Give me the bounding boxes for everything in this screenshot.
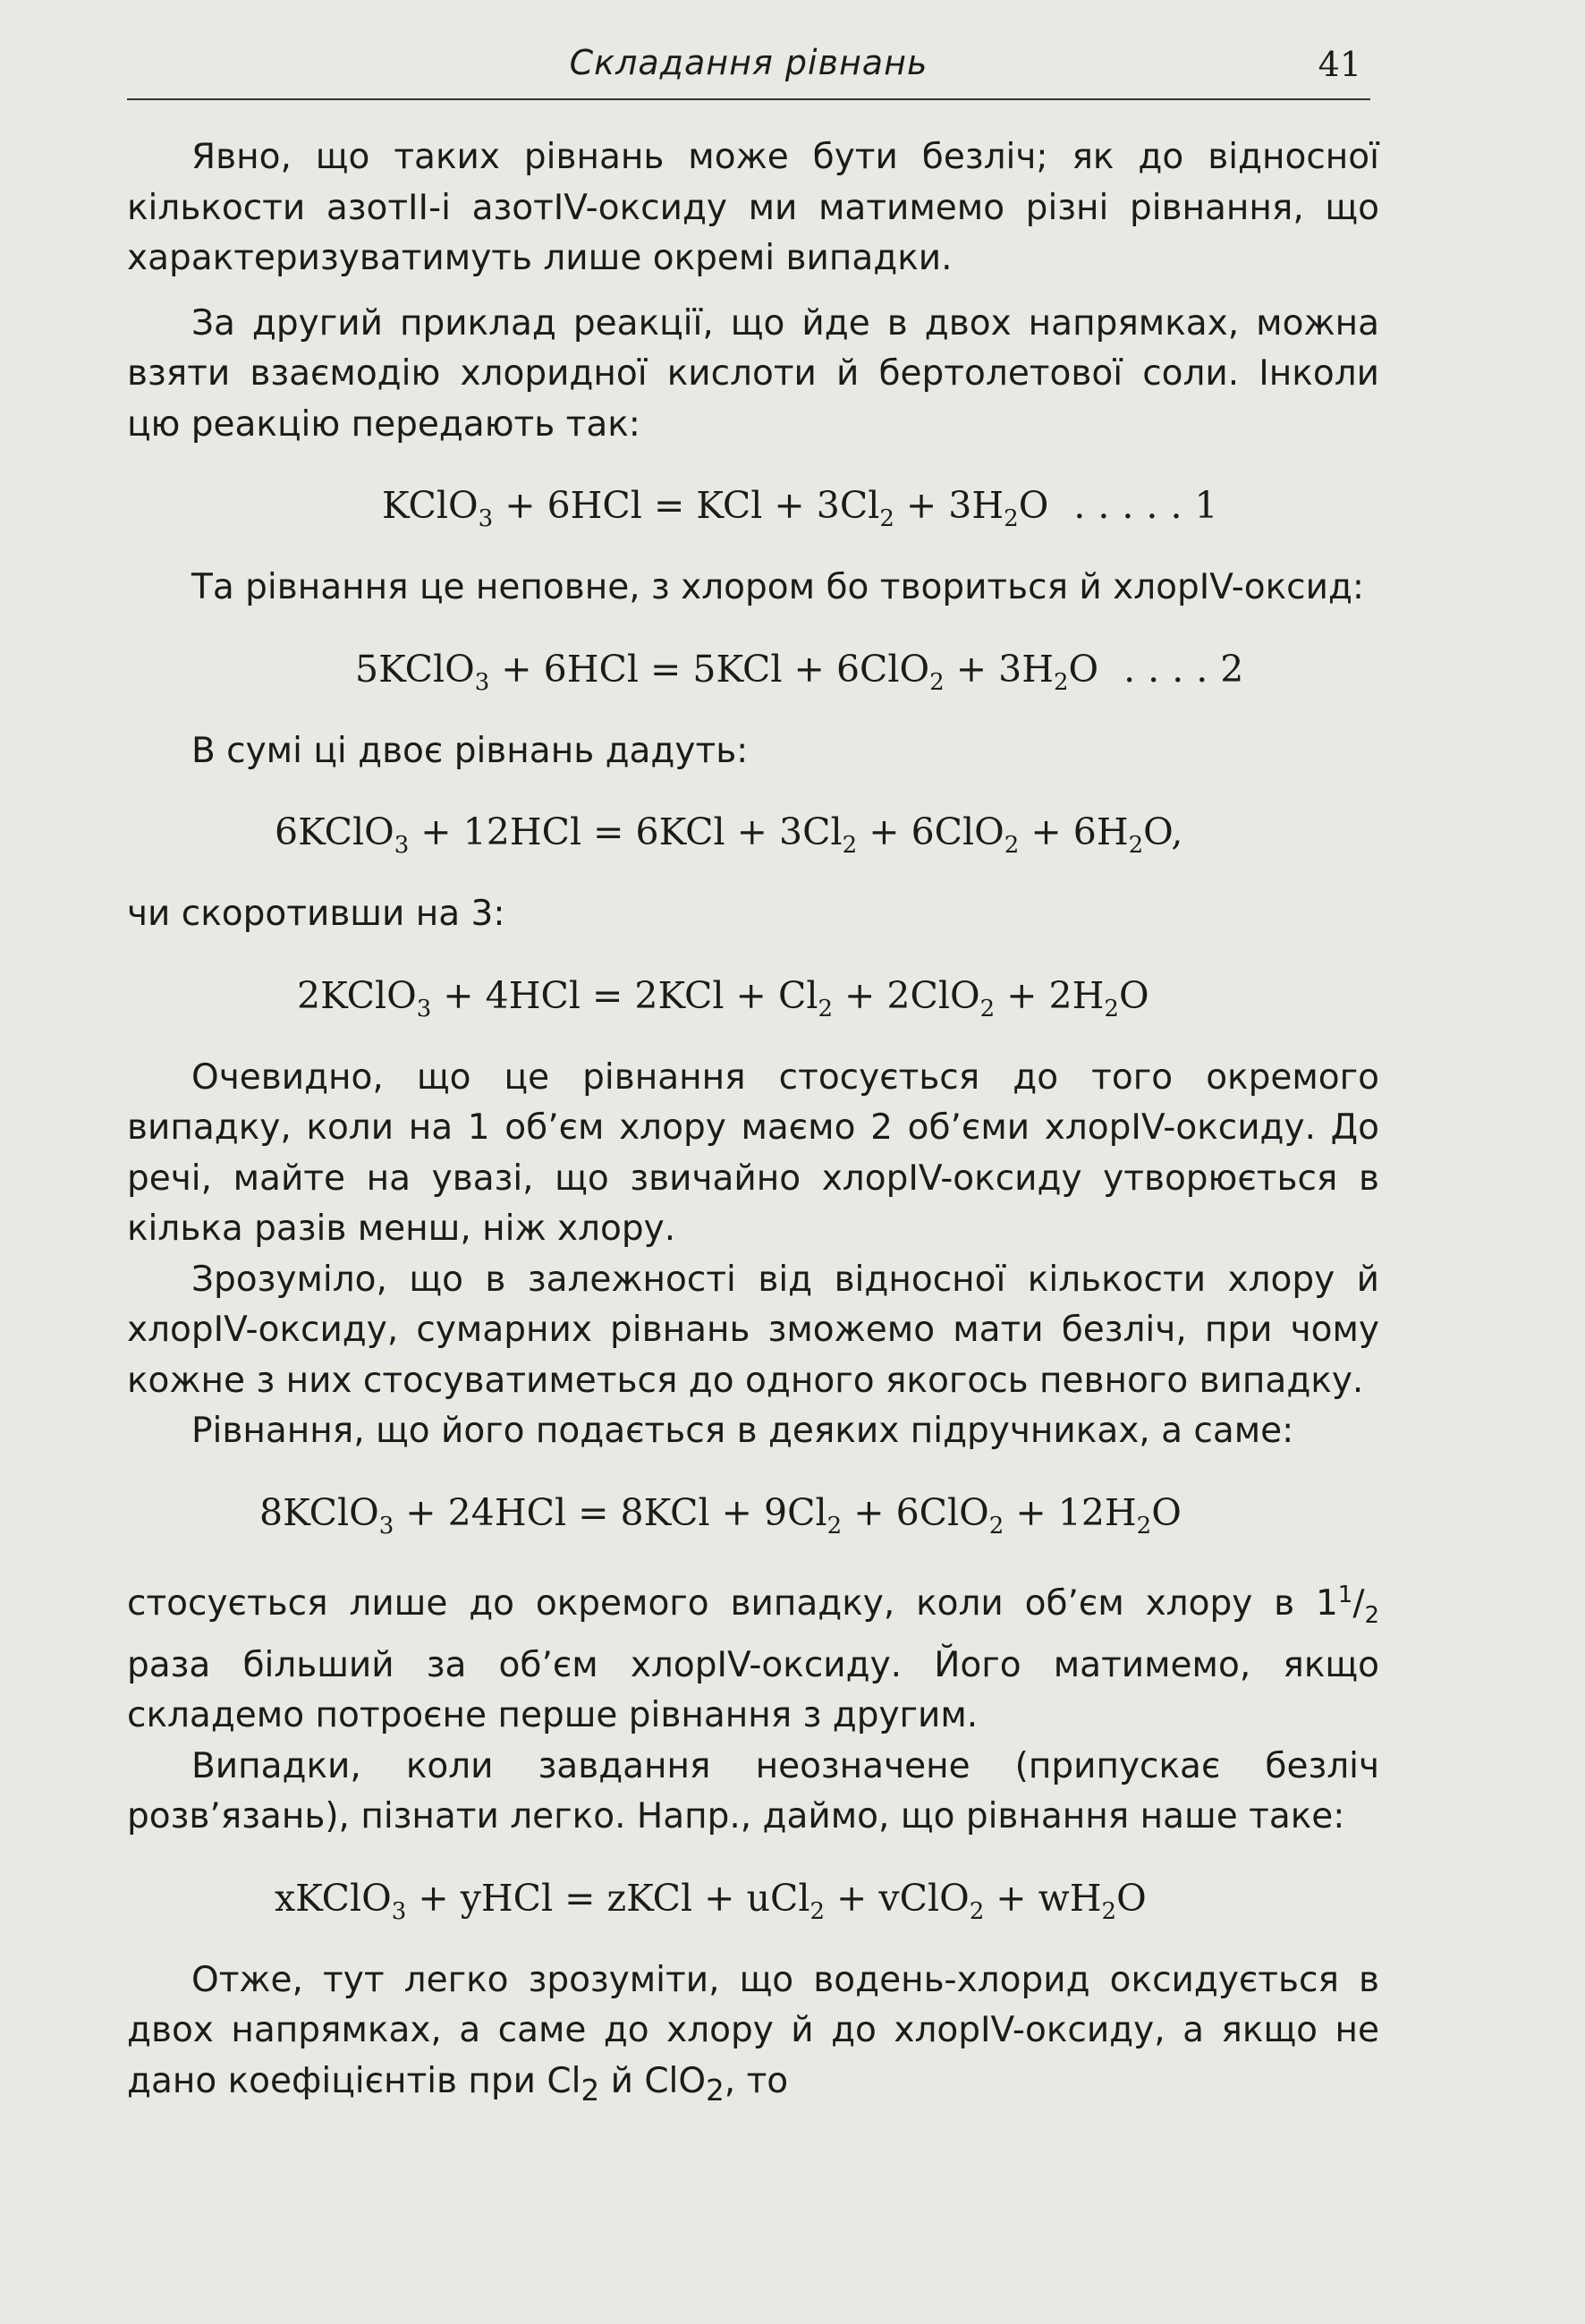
equation-number: ....2 [1123,647,1257,691]
eq6-sub: 3 [391,1897,407,1925]
paragraph-2: За другий приклад реакції, що йде в двох напрямках, можна взяти взаємодію хлоридної кислоти й бертолетової соли. Інколи цю реакцію передають так: [127,302,1379,445]
paragraph-1: Явно, що таких рівнань може бути безліч; як до відносної кількости азотII-і азотIV-оксиду ми матимемо різні рівнання, що характеризуватимуть лише окремі випадки. [127,137,1379,278]
eq3-sub: 3 [394,832,410,860]
fraction-numerator: 1 [1337,1581,1353,1608]
eq6-part: + wH [984,1876,1102,1920]
p9-text: раза більший за об’єм хлорIV-оксиду. Його матимемо, якщо складемо потроєне перше рівнання з другим. [127,1644,1379,1736]
eq5-part: O [1151,1490,1182,1534]
eq4-part: + 4HCl = 2KCl + Cl [431,973,818,1017]
header-title: Складання рівнань [569,43,928,82]
eq5-part: 8KClO [259,1490,379,1534]
p11-text: , то [724,2060,789,2101]
paragraph-3: Та рівнання це неповне, з хлором бо твориться й хлорIV-оксид: [191,567,1365,607]
eq6-sub: 2 [1101,1897,1117,1925]
eq3-sub: 2 [1128,832,1144,860]
header-rule [127,98,1370,100]
eq4-part: + 2H [995,973,1105,1017]
eq6-sub: 2 [809,1897,826,1925]
eq2-part: + 6HCl = 5KCl + 6ClO [489,647,930,691]
eq1-part: KClO [382,484,479,527]
paragraph-7: Зрозуміло, що в залежності від відносної кількости хлору й хлорIV-оксиду, сумарних рівнань зможемо мати безліч, при чому кожне з них стосуватиметься до одного якогось певного випадку. [127,1259,1379,1401]
eq1-sub: 2 [1004,505,1019,533]
eq1-part: O [1018,484,1049,527]
eq5-sub: 2 [988,1512,1004,1539]
eq6-part: xKClO [275,1876,392,1920]
eq6-part: + yHCl = zKCl + uCl [406,1876,810,1920]
eq3-part: O, [1143,810,1183,853]
eq4-part: + 2ClO [832,973,980,1017]
paragraph-10: Випадки, коли завдання неозначене (припускає безліч розв’язань), пізнати легко. Напр., даймо, що рівнання наше таке: [127,1745,1379,1837]
eq2-sub: 2 [1053,668,1069,696]
paragraph-4: В сумі ці двоє рівнань дадуть: [191,730,749,771]
paragraph-8: Рівнання, що його подається в деяких підручниках, а саме: [191,1411,1294,1451]
fraction-denominator: 2 [1364,1601,1379,1629]
page-body [127,132,1379,2116]
p11-sub: 2 [706,2073,725,2108]
eq2-sub: 2 [929,668,945,696]
eq3-part: + 6H [1019,810,1129,853]
eq1-sub: 3 [478,505,494,533]
eq2-sub: 3 [474,668,490,696]
eq6-part: + vClO [825,1876,970,1920]
eq3-sub: 2 [1004,832,1020,860]
eq4-sub: 2 [818,995,833,1022]
eq5-part: + 6ClO [842,1490,989,1534]
eq5-sub: 3 [378,1512,394,1539]
eq3-sub: 2 [842,832,858,860]
eq4-part: O [1118,973,1149,1017]
equation-4 [127,971,1379,1021]
eq5-part: + 24HCl = 8KCl + 9Cl [394,1490,827,1534]
p9-text: стосується лише до окремого випадку, коли об’єм хлору в 1 [127,1582,1338,1624]
eq2-part: O [1068,647,1099,691]
equation-2 [127,644,1379,694]
equation-3 [127,807,1379,860]
eq5-sub: 2 [826,1512,843,1539]
equation-6 [127,1873,1379,1923]
paragraph-6: Очевидно, що це рівнання стосується до того окремого випадку, коли на 1 об’єм хлору маємо 2 об’єми хлорIV-оксиду. До речі, майте на увазі, що звичайно хлорIV-оксиду утворюється в кілька разів менш, ніж хлору. [127,1056,1379,1249]
eq4-sub: 3 [416,995,432,1022]
eq6-part: O [1116,1876,1147,1920]
eq5-sub: 2 [1136,1512,1152,1539]
eq1-part: + 3H [894,484,1004,527]
page-number: 41 [1318,45,1361,84]
paragraph-5: чи скоротивши на 3: [127,894,505,934]
equation-number: .....1 [1073,484,1231,527]
eq4-part: 2KClO [297,973,417,1017]
paragraph-9 [127,1570,1379,1742]
eq4-sub: 2 [979,995,996,1022]
eq5-part: + 12H [1004,1490,1137,1534]
p11-sub: 2 [581,2073,600,2108]
p11-text: Отже, тут легко зрозуміти, що водень-хлорид оксидується в двох напрямках, а саме до хлору й до хлорIV-оксиду, а якщо не дано коефіцієнтів при Cl [127,1959,1379,2101]
eq3-part: + 12HCl = 6KCl + 3Cl [409,810,843,853]
eq2-part: + 3H [944,647,1054,691]
eq3-part: + 6ClO [857,810,1004,853]
eq6-sub: 2 [969,1897,985,1925]
running-header [127,43,1370,97]
fraction: $^1/_2$ [1337,1581,1379,1629]
eq4-sub: 2 [1104,995,1119,1022]
eq2-part: 5KClO [355,647,475,691]
p11-text: й ClO [599,2060,707,2101]
eq1-part: + 6HCl = KCl + 3Cl [493,484,880,527]
paragraph-11 [127,1955,1379,2116]
eq3-part: 6KClO [275,810,394,853]
equation-5 [127,1488,1379,1538]
equation-1 [127,480,1379,533]
eq1-sub: 2 [879,505,894,533]
